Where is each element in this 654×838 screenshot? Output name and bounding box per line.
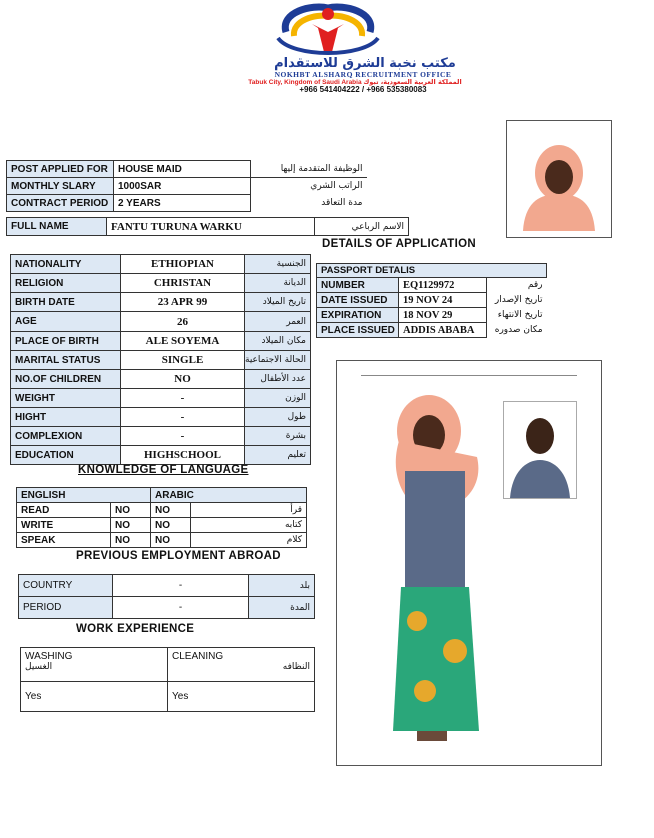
employment-row bbox=[19, 597, 315, 619]
work-cleaning-header bbox=[168, 648, 315, 682]
details-value: - bbox=[121, 408, 245, 427]
post-value: HOUSE MAID bbox=[114, 161, 251, 178]
salary-label: MONTHLY SLARY bbox=[7, 178, 114, 195]
address-arabic: المملكة العربية السعودية، تبوك bbox=[363, 78, 462, 86]
employment-row bbox=[19, 575, 315, 597]
contract-label-ar: مدة التعاقد bbox=[321, 198, 363, 208]
details-label: EDUCATION bbox=[11, 446, 121, 465]
work-title: WORK EXPERIENCE bbox=[76, 623, 195, 635]
language-skill-ar: كلام bbox=[191, 533, 307, 548]
agency-phones: +966 541404222 / +966 535380083 bbox=[299, 85, 427, 94]
details-value: NO bbox=[121, 370, 245, 389]
passport-label-ar: تاريخ الإصدار bbox=[494, 295, 543, 305]
details-label: MARITAL STATUS bbox=[11, 351, 121, 370]
details-label-ar: تعليم bbox=[245, 446, 311, 465]
details-row bbox=[11, 312, 311, 332]
details-row bbox=[11, 274, 311, 293]
language-skill: READ bbox=[17, 503, 111, 518]
logo bbox=[272, 2, 384, 60]
details-title: DETAILS OF APPLICATION bbox=[322, 238, 476, 250]
full-name-value: FANTU TURUNA WARKU bbox=[107, 218, 315, 236]
details-label-ar: الحالة الاجتماعية bbox=[245, 351, 311, 370]
details-label-ar: الوزن bbox=[245, 389, 311, 408]
small-face-photo bbox=[503, 401, 577, 499]
details-value: SINGLE bbox=[121, 351, 245, 370]
employment-table bbox=[18, 574, 315, 619]
salary-label-ar: الراتب الشري bbox=[310, 181, 363, 192]
details-row bbox=[11, 446, 311, 465]
language-title: KNOWLEDGE OF LANGUAGE bbox=[78, 464, 249, 476]
details-label: AGE bbox=[11, 312, 121, 332]
full-name-label: FULL NAME bbox=[7, 218, 107, 236]
employment-title: PREVIOUS EMPLOYMENT ABROAD bbox=[76, 550, 281, 562]
language-arabic: NO bbox=[151, 518, 191, 533]
portrait-photo bbox=[506, 120, 612, 238]
details-row bbox=[11, 351, 311, 370]
full-body-photo bbox=[336, 360, 602, 766]
salary-value: 1000SAR bbox=[114, 178, 251, 195]
post-table bbox=[6, 160, 367, 212]
language-skill-ar: كتابه bbox=[191, 518, 307, 533]
details-label-ar: الجنسية bbox=[245, 255, 311, 274]
full-name-label-ar: الاسم الرباعي bbox=[315, 218, 409, 236]
language-english: NO bbox=[111, 503, 151, 518]
cleaning-value: Yes bbox=[168, 682, 315, 712]
details-row bbox=[11, 427, 311, 446]
details-value: 26 bbox=[121, 312, 245, 332]
language-row bbox=[17, 503, 307, 518]
details-row bbox=[11, 408, 311, 427]
washing-label-ar: الغسيل bbox=[25, 662, 53, 672]
details-label-ar: تاريخ الميلاد bbox=[245, 293, 311, 312]
passport-value: EQ1129972 bbox=[399, 278, 487, 293]
post-label: POST APPLIED FOR bbox=[7, 161, 114, 178]
details-row bbox=[11, 370, 311, 389]
contract-value: 2 YEARS bbox=[114, 195, 251, 212]
passport-label-ar: رقم bbox=[527, 280, 543, 291]
address-english: Tabuk City, Kingdom of Saudi Arabia bbox=[248, 79, 362, 86]
details-value: 23 APR 99 bbox=[121, 293, 245, 312]
details-table bbox=[10, 254, 311, 465]
details-label-ar: الديانة bbox=[245, 274, 311, 293]
language-skill-ar: قرأ bbox=[191, 503, 307, 518]
language-arabic: NO bbox=[151, 503, 191, 518]
passport-label-ar: تاريخ الانتهاء bbox=[497, 310, 543, 320]
details-value: ALE SOYEMA bbox=[121, 332, 245, 351]
work-table bbox=[20, 647, 315, 712]
details-row bbox=[11, 389, 311, 408]
employment-value: - bbox=[113, 597, 249, 619]
details-label: RELIGION bbox=[11, 274, 121, 293]
details-label: BIRTH DATE bbox=[11, 293, 121, 312]
employment-label-ar: بلد bbox=[249, 575, 315, 597]
details-value: HIGHSCHOOL bbox=[121, 446, 245, 465]
language-table bbox=[16, 487, 307, 548]
passport-label: EXPIRATION bbox=[317, 308, 399, 323]
passport-label: NUMBER bbox=[317, 278, 399, 293]
work-washing-header bbox=[21, 648, 168, 682]
details-value: - bbox=[121, 427, 245, 446]
language-row bbox=[17, 518, 307, 533]
details-label: HIGHT bbox=[11, 408, 121, 427]
language-row bbox=[17, 533, 307, 548]
contract-label: CONTRACT PERIOD bbox=[7, 195, 114, 212]
details-label: NATIONALITY bbox=[11, 255, 121, 274]
passport-row bbox=[317, 323, 547, 338]
employment-label: COUNTRY bbox=[19, 575, 113, 597]
agency-english-name: NOKHBT ALSHARQ RECRUITMENT OFFICE bbox=[274, 70, 452, 79]
details-label-ar: عدد الأطفال bbox=[245, 370, 311, 389]
details-value: ETHIOPIAN bbox=[121, 255, 245, 274]
passport-title: PASSPORT DETALIS bbox=[317, 264, 547, 278]
passport-label: DATE ISSUED bbox=[317, 293, 399, 308]
details-row bbox=[11, 255, 311, 274]
language-arabic: NO bbox=[151, 533, 191, 548]
details-row bbox=[11, 332, 311, 351]
language-col-arabic: ARABIC bbox=[151, 488, 307, 503]
passport-value: 19 NOV 24 bbox=[399, 293, 487, 308]
details-value: - bbox=[121, 389, 245, 408]
passport-table bbox=[316, 263, 547, 338]
washing-value: Yes bbox=[21, 682, 168, 712]
passport-label: PLACE ISSUED bbox=[317, 323, 399, 338]
washing-label: WASHING bbox=[25, 651, 73, 662]
language-skill: WRITE bbox=[17, 518, 111, 533]
passport-row bbox=[317, 293, 547, 308]
details-value: CHRISTAN bbox=[121, 274, 245, 293]
full-name-table bbox=[6, 217, 409, 236]
details-row bbox=[11, 293, 311, 312]
employment-label-ar: المدة bbox=[249, 597, 315, 619]
details-label-ar: بشرة bbox=[245, 427, 311, 446]
details-label: PLACE OF BIRTH bbox=[11, 332, 121, 351]
details-label: WEIGHT bbox=[11, 389, 121, 408]
language-english: NO bbox=[111, 533, 151, 548]
cleaning-label: CLEANING bbox=[172, 651, 224, 662]
employment-value: - bbox=[113, 575, 249, 597]
details-label-ar: العمر bbox=[245, 312, 311, 332]
passport-row bbox=[317, 278, 547, 293]
passport-value: ADDIS ABABA bbox=[399, 323, 487, 338]
agency-arabic-name: مكتب نخبة الشرق للاستقدام bbox=[274, 56, 456, 71]
passport-label-ar: مكان صدوره bbox=[494, 325, 543, 335]
details-label-ar: مكان الميلاد bbox=[245, 332, 311, 351]
employment-label: PERIOD bbox=[19, 597, 113, 619]
details-label-ar: طول bbox=[245, 408, 311, 427]
details-label: COMPLEXION bbox=[11, 427, 121, 446]
language-english: NO bbox=[111, 518, 151, 533]
cleaning-label-ar: النظافه bbox=[282, 662, 310, 672]
passport-row bbox=[317, 308, 547, 323]
language-col-english: ENGLISH bbox=[17, 488, 151, 503]
passport-value: 18 NOV 29 bbox=[399, 308, 487, 323]
language-skill: SPEAK bbox=[17, 533, 111, 548]
details-label: NO.OF CHILDREN bbox=[11, 370, 121, 389]
post-label-ar: الوظيفة المتقدمة إليها bbox=[251, 161, 367, 178]
